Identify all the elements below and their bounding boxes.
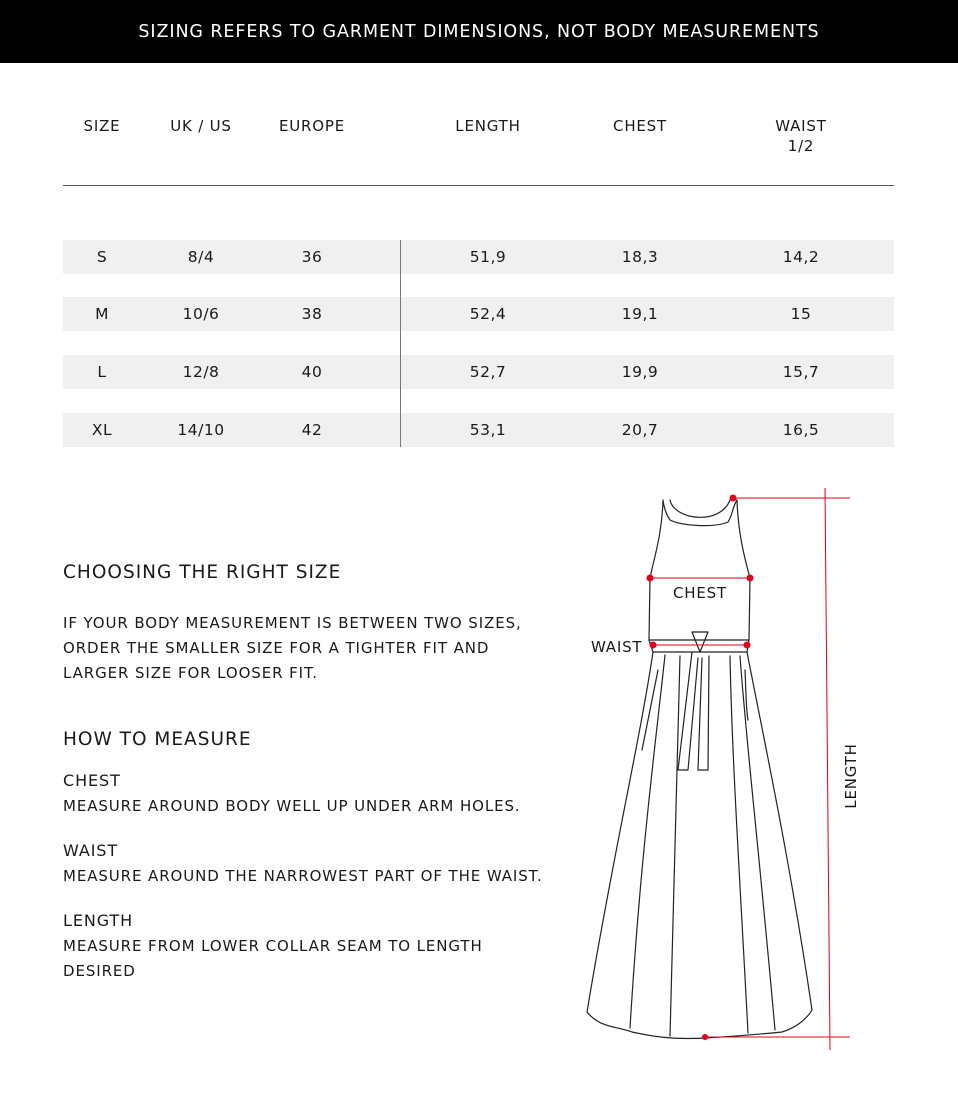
chest-desc: MEASURE AROUND BODY WELL UP UNDER ARM HOLES. xyxy=(63,797,521,815)
cell-chest: 18,3 xyxy=(621,248,659,266)
cell-chest: 19,1 xyxy=(621,305,659,323)
waist-term: WAIST xyxy=(63,841,119,860)
cell-size: M xyxy=(95,305,109,323)
dress-sash xyxy=(692,632,708,652)
chest-right-marker xyxy=(747,575,754,582)
cell-europe: 42 xyxy=(301,421,323,439)
cell-uk-us: 10/6 xyxy=(182,305,220,323)
length-desc-2: DESIRED xyxy=(63,962,136,980)
cell-size: XL xyxy=(91,421,113,439)
header-size: SIZE xyxy=(83,117,121,135)
dress-bodice xyxy=(649,500,750,640)
choosing-line-1: IF YOUR BODY MEASUREMENT IS BETWEEN TWO SIZES, xyxy=(63,614,522,632)
chest-term: CHEST xyxy=(63,771,121,790)
cell-waist: 15 xyxy=(790,305,812,323)
header-waist-label: WAIST xyxy=(775,117,827,135)
sizing-banner: SIZING REFERS TO GARMENT DIMENSIONS, NOT BODY MEASUREMENTS xyxy=(0,0,958,63)
cell-chest: 19,9 xyxy=(621,363,659,381)
header-europe: EUROPE xyxy=(278,117,346,135)
chest-label: CHEST xyxy=(673,584,727,602)
waist-desc: MEASURE AROUND THE NARROWEST PART OF THE WAIST. xyxy=(63,867,543,885)
cell-europe: 40 xyxy=(301,363,323,381)
dress-skirt xyxy=(587,652,812,1039)
hem-marker xyxy=(702,1034,708,1040)
length-term: LENGTH xyxy=(63,911,134,930)
header-divider xyxy=(63,185,894,186)
table-row xyxy=(63,240,894,274)
header-waist xyxy=(775,116,826,156)
table-column-divider xyxy=(400,240,401,447)
header-uk-us: UK / US xyxy=(170,117,232,135)
table-row xyxy=(63,413,894,447)
cell-length: 53,1 xyxy=(469,421,507,439)
cell-europe: 38 xyxy=(301,305,323,323)
waist-left-marker xyxy=(650,642,657,649)
cell-uk-us: 14/10 xyxy=(177,421,225,439)
cell-length: 52,4 xyxy=(469,305,507,323)
cell-length: 52,7 xyxy=(469,363,507,381)
cell-uk-us: 8/4 xyxy=(187,248,215,266)
cell-waist: 16,5 xyxy=(782,421,820,439)
measure-title: HOW TO MEASURE xyxy=(63,729,252,750)
dress-diagram xyxy=(570,480,870,1060)
cell-waist: 14,2 xyxy=(782,248,820,266)
header-waist-half: 1/2 xyxy=(787,137,815,155)
collar-marker xyxy=(730,495,737,502)
length-desc-1: MEASURE FROM LOWER COLLAR SEAM TO LENGTH xyxy=(63,937,483,955)
length-vertical-line xyxy=(825,488,830,1050)
table-row xyxy=(63,355,894,389)
cell-waist: 15,7 xyxy=(782,363,820,381)
header-length: LENGTH xyxy=(455,117,521,135)
choosing-title: CHOOSING THE RIGHT SIZE xyxy=(63,562,342,583)
cell-chest: 20,7 xyxy=(621,421,659,439)
table-row xyxy=(63,297,894,331)
cell-europe: 36 xyxy=(301,248,323,266)
waist-right-marker xyxy=(744,642,751,649)
cell-uk-us: 12/8 xyxy=(182,363,220,381)
length-label: LENGTH xyxy=(842,743,860,809)
chest-left-marker xyxy=(647,575,654,582)
choosing-line-2: ORDER THE SMALLER SIZE FOR A TIGHTER FIT AND xyxy=(63,639,490,657)
header-chest: CHEST xyxy=(613,117,667,135)
waist-label: WAIST xyxy=(591,638,643,656)
cell-length: 51,9 xyxy=(469,248,507,266)
choosing-line-3: LARGER SIZE FOR LOOSER FIT. xyxy=(63,664,318,682)
cell-size: L xyxy=(97,363,107,381)
cell-size: S xyxy=(96,248,108,266)
